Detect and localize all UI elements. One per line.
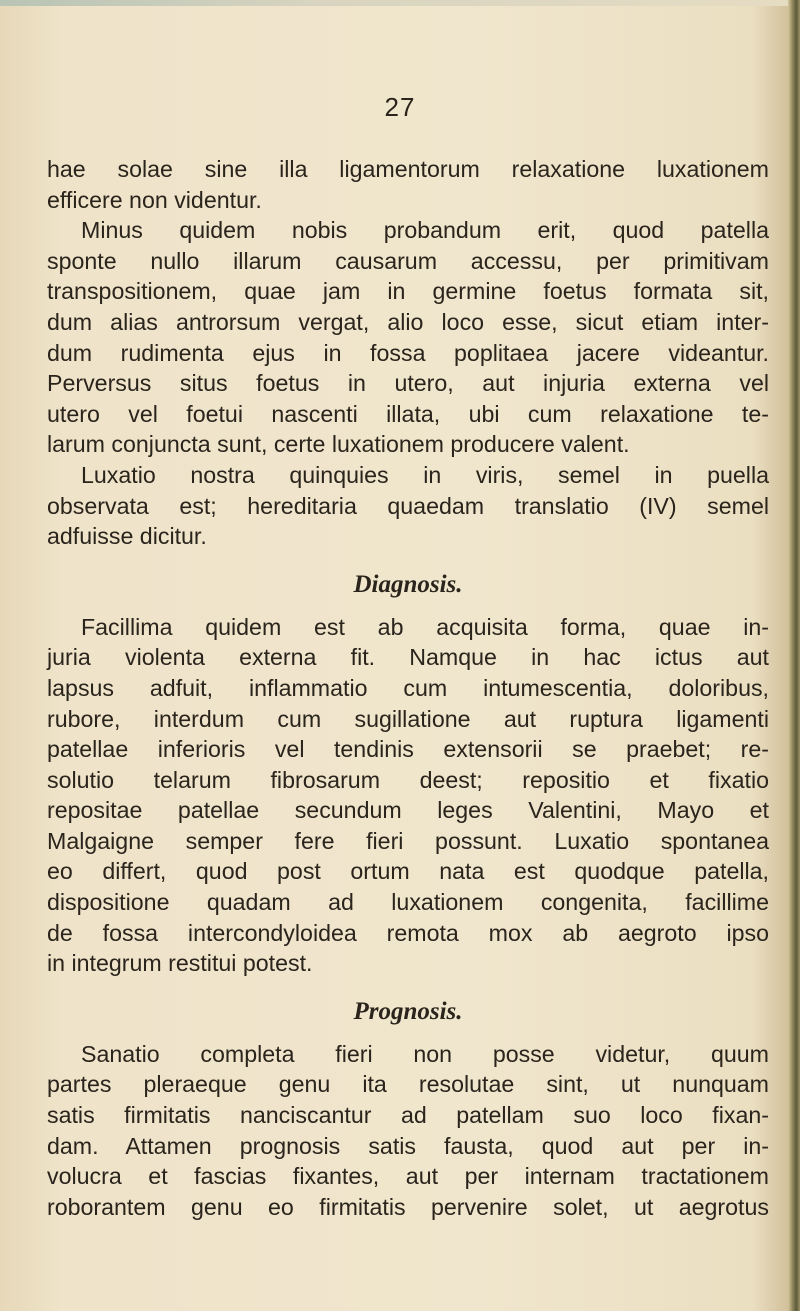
text-line: dum rudimenta ejus in fossa poplitaea jacere videantur. [47, 339, 769, 366]
text-line: Perversus situs foetus in utero, aut injuria externa vel [47, 370, 769, 397]
text-line: utero vel foetui nascenti illata, ubi cum relaxatione te- [47, 400, 769, 427]
text-line: sponte nullo illarum causarum accessu, per primitivam [47, 247, 769, 274]
text-line: Malgaigne semper fere fieri possunt. Luxatio spontanea [47, 827, 769, 854]
text-line: Minus quidem nobis probandum erit, quod patella [81, 217, 769, 244]
text-line: Luxatio nostra quinquies in viris, semel in puella [81, 461, 769, 488]
text-line: volucra et fascias fixantes, aut per internam tractationem [47, 1163, 769, 1190]
text-line: Sanatio completa fieri non posse videtur, quum [81, 1040, 769, 1067]
text-line: satis firmitatis nanciscantur ad patellam suo loco fixan- [47, 1102, 769, 1129]
text-line: Facillima quidem est ab acquisita forma, quae in- [81, 613, 769, 640]
page-top-edge [0, 0, 800, 6]
text-line: eo differt, quod post ortum nata est quodque patella, [47, 858, 769, 885]
text-line: de fossa intercondyloidea remota mox ab aegroto ipso [47, 919, 769, 946]
text-line: efficere non videntur. [47, 186, 262, 213]
text-line: repositae patellae secundum leges Valentini, Mayo et [47, 797, 769, 824]
text-line: adfuisse dicitur. [47, 523, 207, 550]
section-heading-prognosis: Prognosis. [353, 997, 463, 1025]
text-line: lapsus adfuit, inflammatio cum intumescentia, doloribus, [47, 674, 769, 701]
text-line: patellae inferioris vel tendinis extensorii se praebet; re- [47, 736, 769, 763]
text-line: partes pleraeque genu ita resolutae sint, ut nunquam [47, 1071, 769, 1098]
text-line: in integrum restitui potest. [47, 950, 313, 977]
text-line: hae solae sine illa ligamentorum relaxatione luxationem [47, 156, 769, 182]
body-text [47, 154, 769, 1222]
text-line: observata est; hereditaria quaedam translatio (IV) semel [47, 492, 769, 519]
text-line: larum conjuncta sunt, certe luxationem producere valent. [47, 431, 630, 458]
text-line: dum alias antrorsum vergat, alio loco esse, sicut etiam inter- [47, 308, 769, 335]
text-line: rubore, interdum cum sugillatione aut ruptura ligamenti [47, 705, 769, 732]
text-line: roborantem genu eo firmitatis pervenire solet, ut aegrotus [47, 1193, 769, 1220]
text-line: transpositionem, quae jam in germine foetus formata sit, [47, 278, 769, 305]
page-number: 27 [384, 92, 416, 122]
text-line: juria violenta externa fit. Namque in hac ictus aut [47, 644, 769, 671]
book-binding-edge [788, 0, 800, 1311]
text-line: dam. Attamen prognosis satis fausta, quod aut per in- [47, 1132, 769, 1159]
text-line: dispositione quadam ad luxationem congenita, facillime [47, 889, 769, 916]
section-heading-diagnosis: Diagnosis. [353, 570, 463, 598]
text-line: solutio telarum fibrosarum deest; repositio et fixatio [47, 766, 769, 793]
